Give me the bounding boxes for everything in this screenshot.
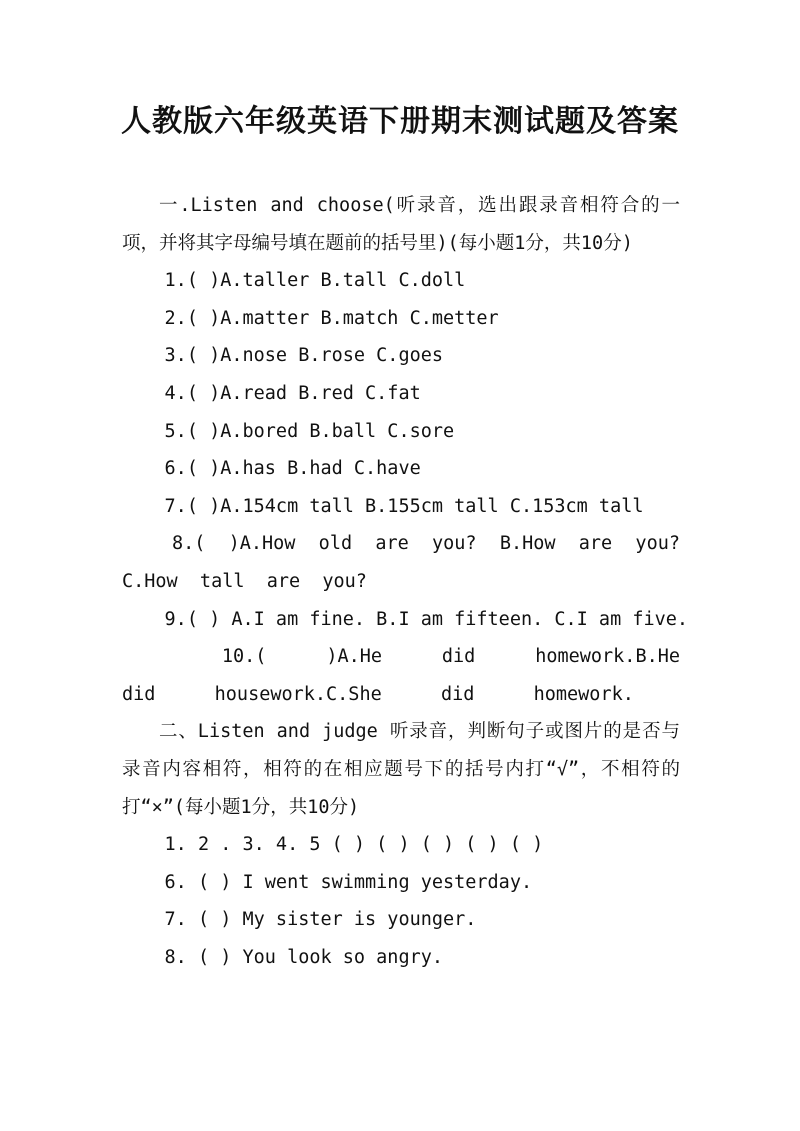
question-item: 1. 2 . 3. 4. 5 ( ) ( ) ( ) ( ) ( )	[164, 834, 544, 856]
question-item: 7.( )A.154cm tall B.155cm tall C.153cm tall	[164, 495, 644, 517]
question-item: 8. ( ) You look so angry.	[164, 946, 443, 968]
page-title: 人教版六年级英语下册期末测试题及答案	[121, 104, 679, 139]
question-item: 4.( )A.read B.red C.fat	[164, 382, 421, 404]
question-item: 2.( )A.matter B.match C.metter	[164, 307, 499, 329]
question-item: 6.( )A.has B.had C.have	[164, 458, 421, 480]
question-item: 9.( ) A.I am fine. B.I am fifteen. C.I am five.	[164, 608, 689, 630]
document-body	[122, 187, 689, 976]
question-item: 6. ( ) I went swimming yesterday.	[164, 871, 533, 893]
question-item: 5.( )A.bored B.ball C.sore	[164, 420, 455, 442]
section1-heading: 一.Listen and choose(听录音，选出跟录音相符合的一项，并将其字母编号填在题前的括号里)(每小题1分，共10分)	[122, 195, 680, 254]
question-item: 10.( )A.He did homework.B.He did housework.C.She did homework.	[122, 646, 680, 705]
section2-heading: 二、Listen and judge 听录音，判断句子或图片的是否与录音内容相符，相符的在相应题号下的括号内打“√”，不相符的打“×”(每小题1分，共10分)	[122, 721, 680, 818]
question-item: 3.( )A.nose B.rose C.goes	[164, 345, 443, 367]
question-item: 7. ( ) My sister is younger.	[164, 909, 477, 931]
question-item: 8.( )A.How old are you? B.How are you? C.How tall are you?	[122, 533, 680, 592]
question-item: 1.( )A.taller B.tall C.doll	[164, 270, 466, 292]
